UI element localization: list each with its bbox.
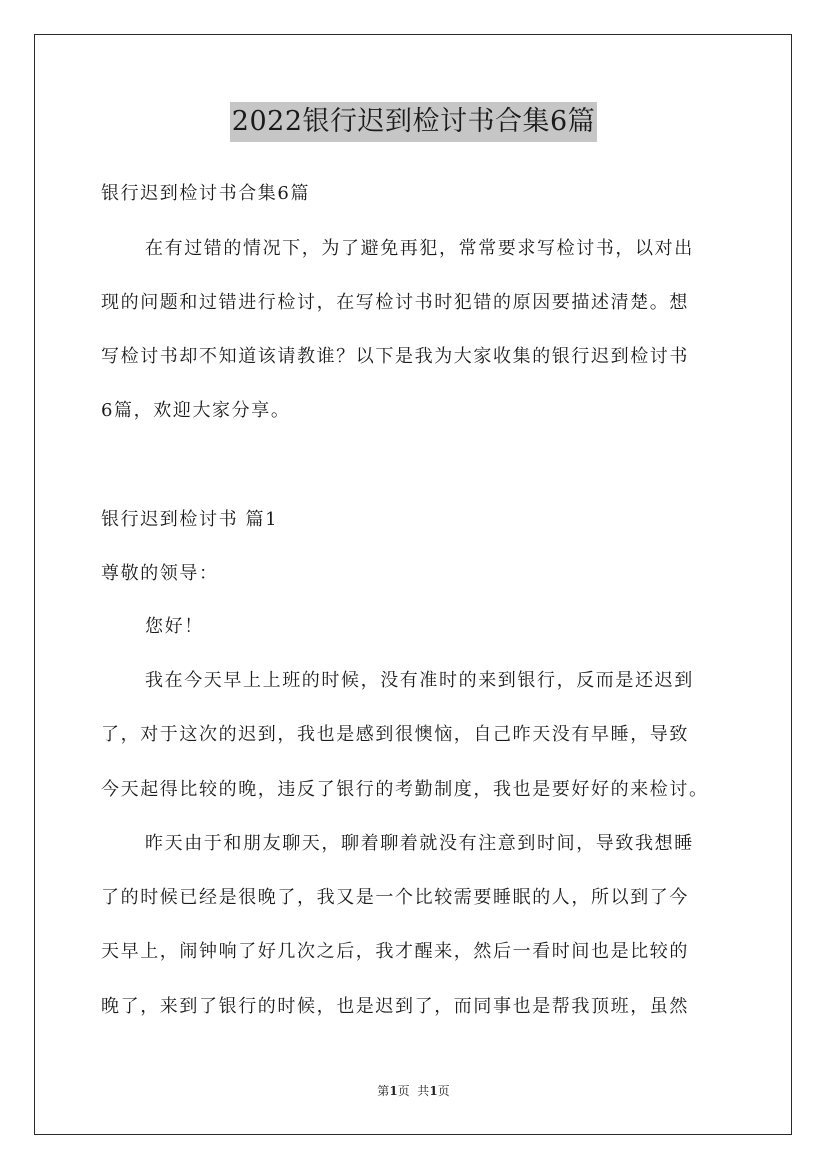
section-heading: 银行迟到检讨书 篇1	[101, 509, 279, 530]
document-title-text: 2022银行迟到检讨书合集6篇	[230, 102, 597, 142]
footer-page-mid: 页 共	[397, 1084, 430, 1098]
footer-page-number: 1	[389, 1084, 398, 1098]
paragraph2-line-4: 晚了，来到了银行的时候，也是迟到了，而同事也是帮我顶班，虽然	[101, 996, 689, 1017]
footer-total-pages: 1	[429, 1084, 438, 1098]
document-subtitle: 银行迟到检讨书合集6篇	[101, 183, 311, 204]
footer-page-prefix: 第	[377, 1084, 390, 1098]
document-title	[0, 100, 827, 142]
footer-page-suffix: 页	[437, 1084, 450, 1098]
intro-line-3: 写检讨书却不知道该请教谁？以下是我为大家收集的银行迟到检讨书	[101, 346, 689, 367]
intro-line-4: 6篇，欢迎大家分享。	[101, 400, 291, 421]
paragraph2-line-1: 昨天由于和朋友聊天，聊着聊着就没有注意到时间，导致我想睡	[145, 833, 694, 854]
page-footer	[0, 1083, 827, 1099]
paragraph1-line-1: 我在今天早上上班的时候，没有准时的来到银行，反而是还迟到	[145, 670, 694, 691]
paragraph1-line-2: 了，对于这次的迟到，我也是感到很懊恼，自己昨天没有早睡，导致	[101, 724, 689, 745]
intro-line-1: 在有过错的情况下，为了避免再犯，常常要求写检讨书，以对出	[145, 238, 694, 259]
paragraph2-line-3: 天早上，闹钟响了好几次之后，我才醒来，然后一看时间也是比较的	[101, 941, 689, 962]
greeting: 您好！	[145, 616, 204, 637]
paragraph2-line-2: 了的时候已经是很晚了，我又是一个比较需要睡眠的人，所以到了今	[101, 887, 689, 908]
salutation: 尊敬的领导：	[101, 563, 219, 584]
intro-line-2: 现的问题和过错进行检讨，在写检讨书时犯错的原因要描述清楚。想	[101, 292, 689, 313]
paragraph1-line-3: 今天起得比较的晚，违反了银行的考勤制度，我也是要好好的来检讨。	[101, 779, 709, 800]
